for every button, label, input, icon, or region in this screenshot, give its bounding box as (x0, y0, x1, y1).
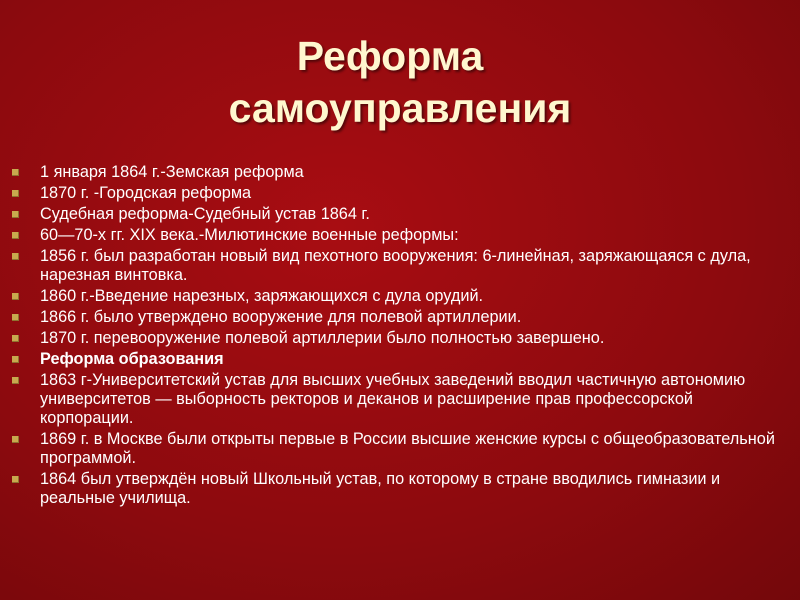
bullet-text: Реформа образования (40, 350, 224, 368)
title-line-2: самоуправления (228, 85, 572, 131)
square-bullet-icon (12, 253, 19, 260)
slide-title (0, 30, 800, 134)
bullet-text: 1863 г-Университетский устав для высших учебных заведений вводил частичную автономию университетов — выборность ректоров и деканов и расширение прав профессорской корпорации. (40, 371, 746, 427)
bullet-item (10, 163, 782, 182)
bullet-item (10, 308, 782, 327)
square-bullet-icon (12, 335, 19, 342)
title-line-1: Реформа (296, 33, 484, 79)
bullet-item-heading (10, 350, 782, 369)
bullet-item (10, 247, 782, 285)
bullet-text: Судебная реформа-Судебный устав 1864 г. (40, 205, 370, 223)
bullet-item (10, 329, 782, 348)
bullet-text: 1869 г. в Москве были открыты первые в России высшие женские курсы с общеобразовательной программой. (40, 430, 775, 467)
bullet-item (10, 205, 782, 224)
bullet-text: 1860 г.-Введение нарезных, заряжающихся с дула орудий. (40, 287, 484, 305)
bullet-text: 1 января 1864 г.-Земская реформа (40, 163, 304, 181)
bullet-item (10, 470, 782, 508)
square-bullet-icon (12, 356, 19, 363)
bullet-text: 1866 г. было утверждено вооружение для полевой артиллерии. (40, 308, 522, 326)
square-bullet-icon (12, 293, 19, 300)
bullet-text: 1870 г. перевооружение полевой артиллерии было полностью завершено. (40, 329, 605, 347)
square-bullet-icon (12, 314, 19, 321)
square-bullet-icon (12, 436, 19, 443)
square-bullet-icon (12, 232, 19, 239)
bullet-text: 1870 г. -Городская реформа (40, 184, 252, 202)
square-bullet-icon (12, 211, 19, 218)
bullet-item (10, 430, 782, 468)
bullet-list (10, 163, 782, 510)
bullet-item (10, 287, 782, 306)
bullet-item (10, 184, 782, 203)
bullet-item (10, 226, 782, 245)
bullet-text: 1856 г. был разработан новый вид пехотного вооружения: 6-линейная, заряжающаяся с дула, нарезная винтовка. (40, 247, 751, 284)
bullet-text: 60—70-х гг. XIX века.-Милютинские военные реформы: (40, 226, 459, 244)
bullet-text: 1864 был утверждён новый Школьный устав, по которому в стране вводились гимназии и реальные училища. (40, 470, 721, 507)
square-bullet-icon (12, 377, 19, 384)
square-bullet-icon (12, 190, 19, 197)
square-bullet-icon (12, 476, 19, 483)
bullet-item (10, 371, 782, 428)
square-bullet-icon (12, 169, 19, 176)
